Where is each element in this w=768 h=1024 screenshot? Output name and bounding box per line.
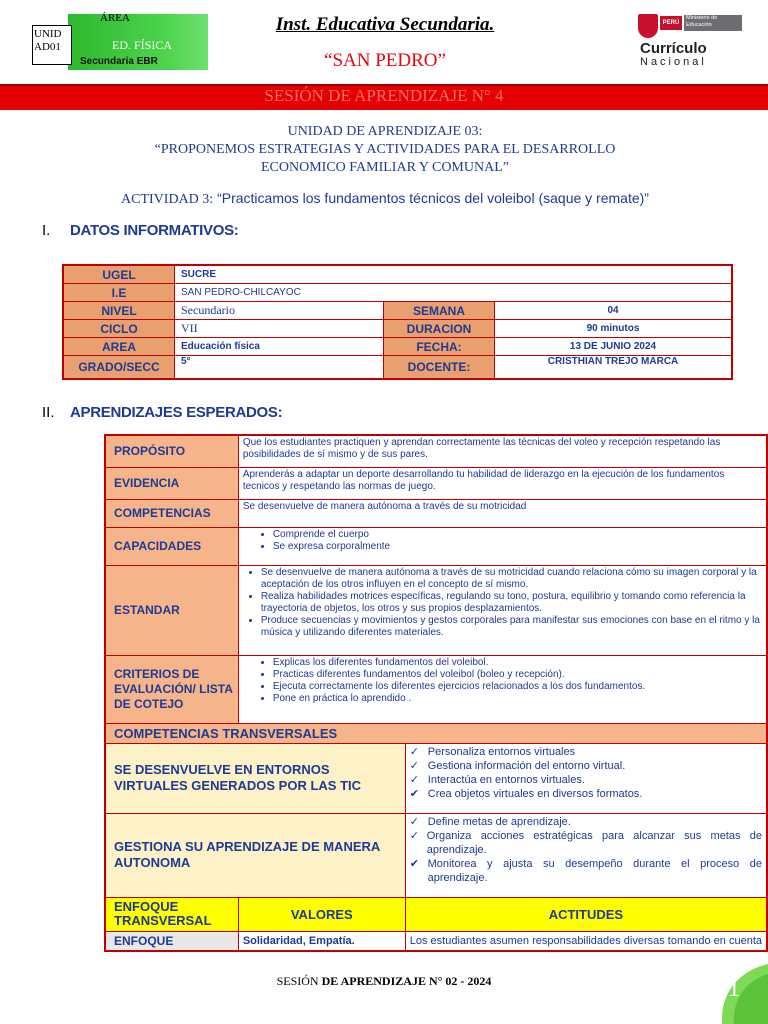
table-row	[63, 284, 732, 302]
list-item: ✓ Define metas de aprendizaje.	[409, 815, 571, 828]
list-item: ✓ Interactúa en entornos virtuales.	[409, 773, 585, 786]
info-key: FECHA:	[384, 338, 495, 356]
table-row	[105, 813, 767, 897]
list-item: ✔ Crea objetos virtuales en diversos formatos.	[409, 787, 643, 800]
peru-shield-icon	[638, 14, 658, 38]
info-key: GRADO/SECC	[63, 356, 175, 380]
info-key: UGEL	[63, 265, 175, 284]
footer-title: DE APRENDIZAJE N° 02 - 2024	[321, 974, 492, 988]
info-key: I.E	[63, 284, 175, 302]
logo-curriculo-label: Currículo	[640, 40, 707, 57]
valores-header: VALORES	[238, 897, 405, 931]
table-row	[105, 467, 767, 499]
list-item: ✓ Organiza acciones estratégicas para alcanzar sus metas de aprendizaje.	[409, 829, 762, 856]
info-value: SAN PEDRO-CHILCAYOC	[175, 284, 733, 302]
unit-heading: UNIDAD DE APRENDIZAJE 03:	[287, 124, 483, 139]
table-row	[105, 435, 767, 467]
list-item: • Ejecuta correctamente los diferentes ejercicios relacionados a los dos fundamentos.	[273, 681, 762, 693]
table-row	[105, 743, 767, 813]
info-value: 5°	[175, 356, 384, 380]
transversal-competency: SE DESENVUELVE EN ENTORNOS VIRTUALES GENERADOS POR LAS TIC	[105, 743, 405, 813]
check-icon: ✔	[409, 787, 419, 800]
table-row	[105, 897, 767, 931]
transversal-capacities	[405, 813, 767, 897]
institution-title: Inst. Educativa Secundaria.	[275, 14, 495, 35]
info-value: VII	[175, 320, 384, 338]
footer	[0, 974, 768, 989]
enfoque-actitudes: Los estudiantes asumen responsabilidades diversas tomando en cuenta	[405, 931, 767, 951]
footer-prefix: SESIÓN	[276, 974, 319, 988]
transversal-capacities	[405, 743, 767, 813]
logo-peru-label: PERÚ	[660, 16, 682, 30]
learning-key: ESTANDAR	[105, 565, 238, 655]
section-number: I.	[42, 222, 51, 239]
table-row	[105, 499, 767, 527]
list-item: ✓ Gestiona información del entorno virtual.	[409, 759, 626, 772]
info-value: Educación física	[175, 338, 384, 356]
learning-value: Que los estudiantes practiquen y aprendan correctamente las técnicas del voleo y recepción respetando las posibilidades de sí mismo y de sus pares.	[238, 435, 767, 467]
section-title-aprendizajes: APRENDIZAJES ESPERADOS:	[70, 404, 283, 421]
learning-value	[238, 655, 767, 723]
transversal-heading: COMPETENCIAS TRANSVERSALES	[105, 723, 767, 743]
actitudes-header: ACTITUDES	[405, 897, 767, 931]
section-number: II.	[42, 404, 55, 421]
table-row	[105, 723, 767, 743]
table-row	[63, 338, 732, 356]
learning-key: COMPETENCIAS	[105, 499, 238, 527]
info-value: SUCRE	[175, 265, 733, 284]
logo-nacional-label: Nacional	[640, 56, 707, 68]
school-name: “SAN PEDRO”	[324, 50, 446, 71]
info-key: DOCENTE:	[384, 356, 495, 380]
session-banner-title: SESIÓN DE APRENDIZAJE N° 4	[264, 86, 504, 105]
enfoque-header: ENFOQUE TRANSVERSAL	[105, 897, 238, 931]
check-icon: ✓	[409, 759, 419, 772]
info-key: CICLO	[63, 320, 175, 338]
learning-key: EVIDENCIA	[105, 467, 238, 499]
info-key: NIVEL	[63, 302, 175, 320]
check-icon: ✓	[409, 773, 419, 786]
info-value: Secundario	[175, 302, 384, 320]
info-value: 04	[495, 302, 733, 320]
unit-badge-label: UNID AD01	[34, 28, 62, 53]
info-key: AREA	[63, 338, 175, 356]
list-item: • Comprende el cuerpo	[273, 529, 762, 541]
activity-label: ACTIVIDAD 3:	[121, 192, 214, 207]
table-row	[63, 265, 732, 284]
list-item: • Pone en práctica lo aprendido .	[273, 693, 762, 705]
unit-title-line-2: ECONOMICO FAMILIAR Y COMUNAL”	[261, 160, 509, 175]
list-item: • Produce secuencias y movimientos y gestos corporales para manifestar sus emociones con base en el ritmo y la música y utilizando diferentes materiales.	[261, 615, 762, 639]
learning-table	[104, 434, 768, 952]
list-item: • Practicas diferentes fundamentos del voleibol (boleo y recepción).	[273, 669, 762, 681]
logo-ministry-label: Ministerio de Educación	[684, 15, 742, 31]
area-label: ÁREA	[100, 12, 130, 24]
info-value: 13 DE JUNIO 2024	[495, 338, 733, 356]
info-table	[62, 264, 733, 380]
info-value: CRISTHIAN TREJO MARCA	[495, 356, 733, 380]
transversal-competency: GESTIONA SU APRENDIZAJE DE MANERA AUTONOMA	[105, 813, 405, 897]
info-key: DURACION	[384, 320, 495, 338]
enfoque-label: ENFOQUE	[105, 931, 238, 951]
learning-key: CRITERIOS DE EVALUACIÓN/ LISTA DE COTEJO	[105, 655, 238, 723]
learning-value: Se desenvuelve de manera autónoma a través de su motricidad	[238, 499, 767, 527]
learning-value: Aprenderás a adaptar un deporte desarrollando tu habilidad de liderazgo en la ejecución de los fundamentos tecnicos y respetando las normas de juego.	[238, 467, 767, 499]
list-item: ✓ Personaliza entornos virtuales	[409, 745, 576, 758]
level-label: Secundaria EBR	[80, 56, 158, 67]
subject-label: ED. FÍSICA	[112, 38, 173, 52]
info-value: 90 minutos	[495, 320, 733, 338]
list-item: • Realiza habilidades motrices específicas, regulando su tono, postura, equilibrio y tomando como referencia la trayectoria de objetos, los otros y sus propios desplazamientos.	[261, 591, 762, 615]
check-icon: ✓	[409, 829, 419, 842]
list-item: • Explicas los diferentes fundamentos del voleibol.	[273, 657, 762, 669]
learning-value	[238, 565, 767, 655]
table-row	[63, 302, 732, 320]
table-row	[105, 655, 767, 723]
learning-key: CAPACIDADES	[105, 527, 238, 565]
table-row	[105, 565, 767, 655]
list-item: • Se desenvuelve de manera autónoma a través de su motricidad cuando relaciona cómo su imagen corporal y la aceptación de los otros influyen en el concepto de sí mismo.	[261, 567, 762, 591]
learning-value	[238, 527, 767, 565]
learning-key: PROPÓSITO	[105, 435, 238, 467]
table-row	[63, 320, 732, 338]
activity-line	[60, 190, 710, 208]
list-item: • Se expresa corporalmente	[273, 541, 762, 553]
table-row	[105, 527, 767, 565]
table-row	[105, 931, 767, 951]
unit-title-line-1: “PROPONEMOS ESTRATEGIAS Y ACTIVIDADES PARA EL DESARROLLO	[154, 142, 616, 157]
enfoque-valores: Solidaridad, Empatía.	[238, 931, 405, 951]
check-icon: ✓	[409, 745, 419, 758]
table-row	[63, 356, 732, 380]
check-icon: ✓	[409, 815, 419, 828]
section-title-datos: DATOS INFORMATIVOS:	[70, 222, 239, 239]
page-number: 1	[728, 976, 740, 1002]
check-icon: ✔	[409, 857, 419, 870]
info-key: SEMANA	[384, 302, 495, 320]
activity-text: “Practicamos los fundamentos técnicos del voleibol (saque y remate)”	[217, 190, 649, 206]
page-corner-leaf	[712, 960, 768, 1024]
list-item: ✔ Monitorea y ajusta su desempeño durante el proceso de aprendizaje.	[409, 857, 762, 884]
